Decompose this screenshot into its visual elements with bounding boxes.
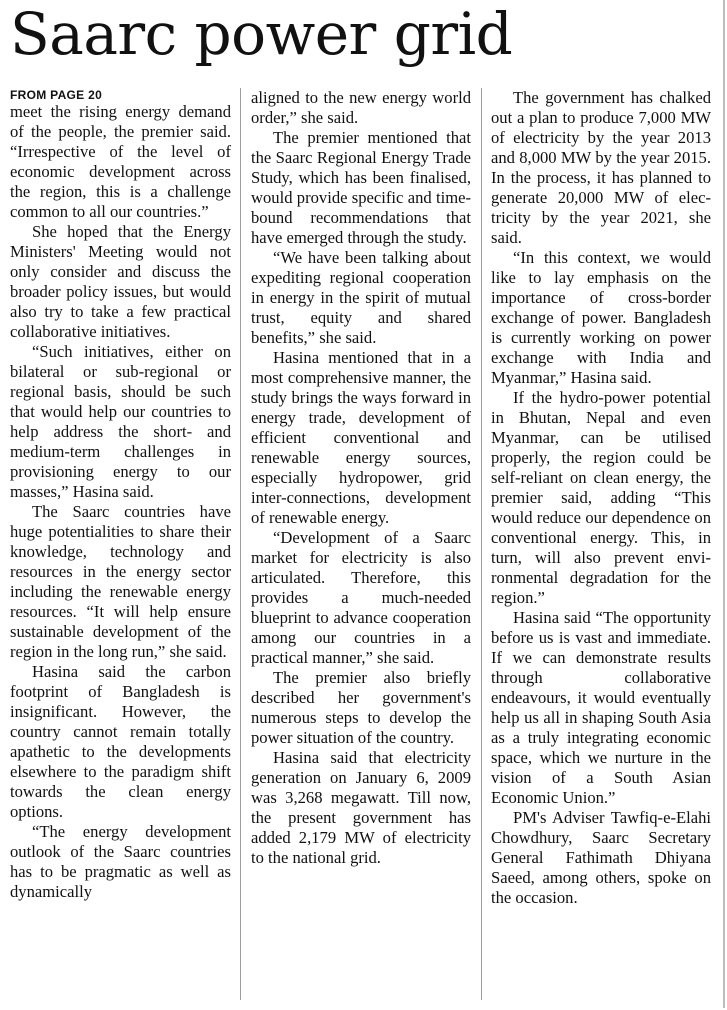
paragraph: “Such initiatives, either on bilateral or sub-regional or regional basis, should be such that would help our countries to help address the short- and medium-term challenges in provisioning energy to our masses,” Hasina said. <box>10 342 231 501</box>
paragraph: “In this context, we would like to lay emphasis on the importance of cross-border exchange of power. Bangladesh is currently working on power exchange with India and Myanmar,” Hasina said. <box>491 248 711 387</box>
paragraph: “We have been talking about expediting regional cooperation in energy in the spirit of mutual trust, equity and shared benefits,” she said. <box>251 248 471 347</box>
paragraph: The premier also briefly described her government's numerous steps to develop the power situation of the country. <box>251 668 471 747</box>
paragraph: “Development of a Saarc market for electricity is also articulated. Therefore, this provides a much-needed blueprint to advance cooperation among our countries in a practical manner,” she said. <box>251 528 471 667</box>
article-column-2 <box>251 88 471 868</box>
paragraph: Hasina mentioned that in a most comprehensive manner, the study brings the ways forward in energy trade, development of efficient conventional and renewable energy sources, especially hydropower, grid inter-connections, development of renewable energy. <box>251 348 471 527</box>
paragraph: aligned to the new energy world order,” she said. <box>251 88 471 127</box>
paragraph: PM's Adviser Tawfiq-e-Elahi Chowdhury, Saarc Secretary General Fathimath Dhiyana Saeed, among others, spoke on the occasion. <box>491 808 711 907</box>
paragraph: Hasina said “The opportunity before us is vast and immediate. If we can demonstrate results through collaborative endeavours, it would eventually help us all in shaping South Asia as a truly integrating economic space, which we nurture in the vision of a South Asian Economic Union.” <box>491 608 711 807</box>
paragraph: “The energy development outlook of the Saarc countries has to be pragmatic as well as dynamically <box>10 822 231 901</box>
paragraph: Hasina said that electricity generation on January 6, 2009 was 3,268 megawatt. Till now, the present government has added 2,179 MW of electricity to the national grid. <box>251 748 471 867</box>
paragraph: meet the rising energy demand of the people, the premier said. “Irrespective of the level of economic development across the region, this is a challenge common to all our countries.” <box>10 102 231 221</box>
column-rule-2 <box>481 88 482 1000</box>
paragraph: Hasina said the carbon footprint of Bangladesh is insignificant. However, the country cannot remain totally apathetic to the developments elsewhere to the paradigm shift towards the clean energy options. <box>10 662 231 821</box>
paragraph: The premier mentioned that the Saarc Regional Energy Trade Study, which has been finalised, would provide specific and time-bound recommendations that have emerged through the study. <box>251 128 471 247</box>
paragraph: She hoped that the Energy Ministers' Meeting would not only consider and discuss the broader policy issues, but would also try to take a few practical collaborative initiatives. <box>10 222 231 341</box>
paragraph: The Saarc countries have huge potentialities to share their knowledge, technology and resources in the energy sector including the renewable energy resources. “It will help ensure sustainable development of the region in the long run,” she said. <box>10 502 231 661</box>
headline: Saarc power grid <box>10 0 513 68</box>
column-rule-1 <box>240 88 241 1000</box>
article-column-3 <box>491 88 711 908</box>
continuation-kicker: FROM PAGE 20 <box>10 88 103 102</box>
paragraph: If the hydro-power potential in Bhutan, Nepal and even Myanmar, can be utilised properly, the region could be self-reliant on clean energy, the premier said, adding “This would reduce our dependence on conventional energy. This, in turn, will also prevent environmental degradation for the region.” <box>491 388 711 607</box>
paragraph: The government has chalked out a plan to produce 7,000 MW of electricity by the year 2013 and 8,000 MW by the year 2015. In the process, it has planned to generate 20,000 MW of electricity by the year 2021, she said. <box>491 88 711 247</box>
article-column-1 <box>10 88 231 902</box>
